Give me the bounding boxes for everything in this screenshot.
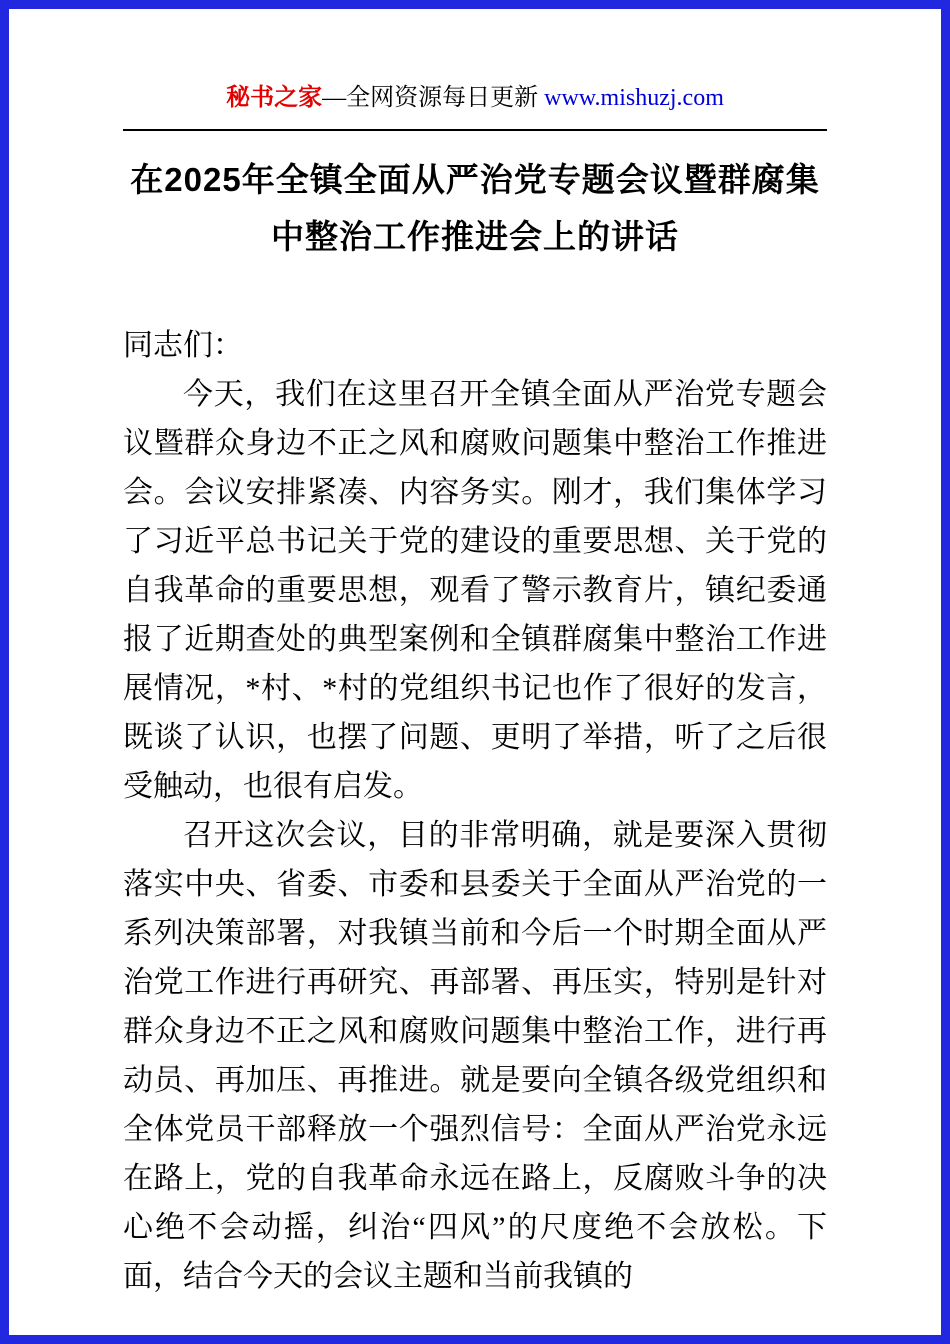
header-divider [123, 129, 827, 131]
brand-text: 秘书之家 [226, 85, 323, 111]
paragraph-1: 今天，我们在这里召开全镇全面从严治党专题会议暨群众身边不正之风和腐败问题集中整治工作推进会。会议安排紧凑、内容务实。刚才，我们集体学习了习近平总书记关于党的建设的重要思想、关于党的自我革命的重要思想，观看了警示教育片，镇纪委通报了近期查处的典型案例和全镇群腐集中整治工作进展情况，*村、*村的党组织书记也作了很好的发言，既谈了认识，也摆了问题、更明了举措，听了之后很受触动，也很有启发。 [123, 378, 827, 803]
paragraph-2: 召开这次会议，目的非常明确，就是要深入贯彻落实中央、省委、市委和县委关于全面从严治党的一系列决策部署，对我镇当前和今后一个时期全面从严治党工作进行再研究、再部署、再压实，特别是针对群众身边不正之风和腐败问题集中整治工作，进行再动员、再加压、再推进。就是要向全镇各级党组织和全体党员干部释放一个强烈信号：全面从严治党永远在路上，党的自我革命永远在路上，反腐败斗争的决心绝不会动摇，纠治“四风”的尺度绝不会放松。下面，结合今天的会议主题和当前我镇的 [123, 819, 827, 1293]
tagline-text: —全网资源每日更新 [322, 85, 545, 111]
document-title: 在2025年全镇全面从严治党专题会议暨群腐集中整治工作推进会上的讲话 [130, 161, 820, 255]
document-content [9, 81, 941, 1301]
header [123, 81, 827, 115]
site-url: www.mishuzj.com [544, 85, 724, 111]
document-body [123, 321, 827, 1301]
salutation: 同志们： [123, 329, 243, 362]
